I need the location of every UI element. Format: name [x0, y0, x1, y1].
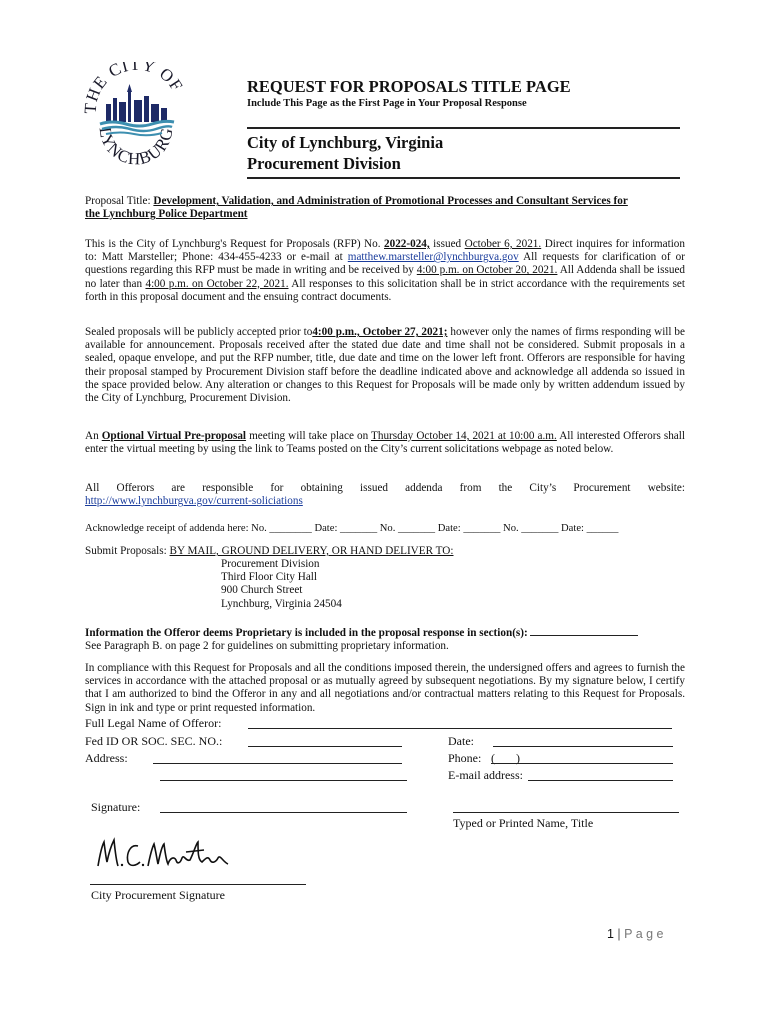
proposal-title — [85, 195, 685, 221]
para1-text-c: Direct inquires for information to: Matt Marsteller; Phone: 434-455-4233 or e-mail at — [85, 238, 685, 264]
svg-text:THE CITY OF: THE CITY OF — [82, 62, 186, 115]
org-division: Procurement Division — [247, 154, 401, 173]
signature-field[interactable] — [160, 812, 407, 813]
date-label: Date: — [448, 734, 474, 748]
typed-name-label: Typed or Printed Name, Title — [453, 816, 594, 830]
page-number: 1 — [606, 927, 614, 941]
addenda-text: All Offerors are responsible for obtaining issued addenda from the City’s Procurement website: — [85, 482, 685, 494]
submit-proposals — [85, 545, 685, 558]
city-signature-line — [90, 884, 306, 885]
proprietary-guidelines: See Paragraph B. on page 2 for guidelines on submitting proprietary information. — [85, 640, 449, 653]
phone-field[interactable] — [491, 763, 673, 764]
submit-address — [221, 558, 342, 611]
email-field[interactable] — [528, 780, 673, 781]
phone-label: Phone: — [448, 751, 482, 765]
proposal-title-line1: Development, Validation, and Administration of Promotional Processes and Consultant Services for — [153, 195, 628, 207]
org-name: City of Lynchburg, Virginia — [247, 133, 444, 152]
para1-text-d: All requests for clarification of or questions regarding this RFP must be made in writing and be received by — [85, 251, 685, 277]
rfp-intro-paragraph — [85, 238, 685, 304]
proprietary-label: Information the Offeror deems Proprietary is included in the proposal response in section(s): — [85, 627, 528, 639]
para1-text-f: All responses to this solicitation shall be in strict accordance with the requirements set forth in this proposal document and the ensuing contract documents. — [85, 277, 685, 303]
signature-graphic — [90, 832, 240, 876]
address-field-line1[interactable] — [153, 763, 402, 764]
pre-proposal-paragraph — [85, 430, 685, 456]
para3-text-c: All interested Offerors shall enter the virtual meeting by using the link to Teams posted on the City’s current solicitations webpage as noted below. — [85, 430, 685, 456]
para1-text-b: issued — [429, 238, 465, 250]
address-line: Procurement Division — [221, 558, 320, 570]
city-handwritten-signature — [90, 832, 240, 876]
fed-id-field[interactable] — [248, 746, 402, 747]
para3-text-a: An — [85, 430, 102, 442]
header-rule-top — [247, 127, 680, 129]
address-field-line2[interactable] — [160, 780, 407, 781]
sealed-proposals-paragraph — [85, 326, 685, 405]
para1-text-e: All Addenda shall be issued no later than — [85, 264, 686, 290]
para2-text-a: Sealed proposals will be publicly accepted prior to — [85, 326, 313, 338]
city-signature-label: City Procurement Signature — [91, 888, 225, 902]
para3-text-b: meeting will take place on — [246, 430, 372, 442]
city-logo — [82, 62, 186, 172]
solicitations-link[interactable]: http://www.lynchburgva.gov/current-soliciations — [85, 495, 303, 508]
acknowledge-addenda: Acknowledge receipt of addenda here: No. ________ Date: _______ No. _______ Date: _______ No. _______ Date: ______ — [85, 523, 619, 534]
submit-label: Submit Proposals: — [85, 545, 170, 557]
page-separator: | — [613, 927, 625, 941]
page-footer — [600, 912, 664, 942]
svg-text:LYNCHBURG: LYNCHBURG — [95, 125, 177, 169]
address-line: Third Floor City Hall — [221, 571, 318, 584]
para2-text-b: however only the names of firms responding will be available for announcement. Proposals received after the stated due date and time shall not be considered. Submit proposals in a sealed, opaque envelope, and put the RFP number, title, due date and time on the lower left front. Offerors are responsible for having their proposal stamped by Procurement Division staff before the deadline indicated above and acknowledge all addenda so issued in the space provided below. Any alteration or changes to this Request for Proposals will be made only by written addendum issued by the City of Lynchburg, Procurement Division. — [85, 326, 685, 405]
question-deadline: 4:00 p.m. on October 20, 2021. — [416, 264, 558, 277]
legal-name-field[interactable] — [248, 728, 672, 729]
city-seal-graphic — [82, 62, 186, 172]
addenda-paragraph — [85, 482, 685, 508]
pre-proposal-meeting: Optional Virtual Pre-proposal — [101, 430, 247, 442]
proposal-title-line2: the Lynchburg Police Department — [85, 208, 248, 221]
proposal-due-date: 4:00 p.m., October 27, 2021; — [312, 326, 448, 338]
addenda-deadline: 4:00 p.m. on October 22, 2021. — [145, 277, 289, 290]
contact-email-link[interactable]: matthew.marsteller@lynchburgva.gov — [347, 251, 519, 264]
address-line: 900 Church Street — [221, 584, 303, 597]
submit-method: BY MAIL, GROUND DELIVERY, OR HAND DELIVER TO: — [169, 545, 454, 557]
proposal-title-label: Proposal Title: — [85, 195, 154, 207]
para1-text-a: This is the City of Lynchburg's Request for Proposals (RFP) No. — [85, 238, 384, 250]
date-field[interactable] — [493, 746, 673, 747]
meeting-date: Thursday October 14, 2021 at 10:00 a.m. — [371, 430, 557, 442]
address-label: Address: — [85, 751, 128, 765]
compliance-paragraph: In compliance with this Request for Proposals and all the conditions imposed therein, the undersigned offers and agrees to furnish the services in accordance with the attached proposal or as mutually agreed by subsequent negotiations. By my signature below, I certify that I am authorized to bind the Offeror in any and all negotiations and/or contractual matters relating to this Request for Proposals. Sign in ink and type or print requested information. — [85, 662, 685, 714]
signature-label: Signature: — [91, 800, 141, 814]
header-rule-bottom — [247, 177, 680, 179]
email-label: E-mail address: — [448, 768, 523, 782]
issue-date: October 6, 2021. — [464, 238, 542, 250]
address-line: Lynchburg, Virginia 24504 — [221, 597, 342, 610]
rfp-number: 2022-024, — [384, 238, 430, 250]
proprietary-sections-field[interactable] — [530, 624, 638, 636]
page-title: REQUEST FOR PROPOSALS TITLE PAGE — [247, 77, 571, 96]
legal-name-label: Full Legal Name of Offeror: — [85, 716, 222, 730]
fed-id-label: Fed ID OR SOC. SEC. NO.: — [85, 734, 223, 748]
typed-name-field[interactable] — [453, 812, 679, 813]
phone-area-code: ( ) — [491, 751, 520, 765]
proprietary-section — [85, 624, 695, 653]
page-word: P a g e — [624, 927, 664, 941]
page-subtitle: Include This Page as the First Page in Your Proposal Response — [247, 98, 527, 109]
